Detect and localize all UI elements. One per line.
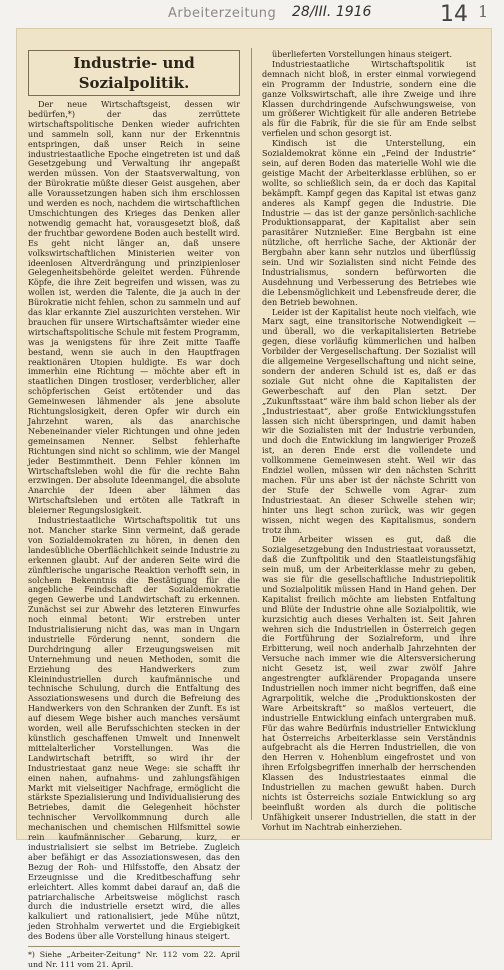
paragraph: Die Arbeiter wissen es gut, daß die Sozialgesetzgebung den Industriestaat voraussetzt, daß die Zunftpolitik und den Staatleistungsfähig sein muß, um der Arbeiterklasse mehr zu geben, was sie für die gesellschaftliche Industriepolitik und Sozialpolitik müssen Hand in Hand gehen. Der Kapitalist freilich möchte am liebsten Entfaltung und Blüte der Industrie ohne alle Sozialpolitik, wie kurzsichtig auch dieses Verhalten ist. Seit Jahren wehren sich die Industriellen in Österreich gegen die Fortführung der Sozialreform, und ihre Erbitterung, weil noch anderhalb Jahrzehnten der Versuche nach immer wie die Altersversicherung nicht Gesetz ist, weil zwar zwölf Jahre angestrengter aufklärender Propaganda unsere Industriellen noch immer nicht begriffen, daß eine Agrarpolitik, welche die „Produktionskosten der Ware Arbeitskraft“ so maßlos verteuert, die industrielle Entwicklung einfach untergraben muß. Für das wahre Bedürfnis industrieller Entwicklung hat Österreichs Arbeiterklasse sein Verständnis aufgebracht als die Herren Industriellen, die von den Herren v. Hohenblum eingefrostet und von ihren Erfolgsbegriffen innerhalb der herrschenden Klassen des Industriestaates einmal die Industriellen zu machen gewußt haben. Durch nichts ist Österreichs soziale Entwicklung so arg beeinflußt worden als durch die politische Unfähigkeit unserer Industriellen, die statt in der Vorhut im Nachtrab einherziehen. [262, 534, 476, 832]
newspaper-stamp: Arbeiterzeitung [168, 6, 277, 21]
paragraph: Der neue Wirtschaftsgeist, dessen wir bedürfen,*) der das zerrüttete wirtschaftspolitische Denken wieder aufrichten und sammeln soll, kann nur der Erkenntnis entspringen, daß unser Reich in seine industriestaatliche Epoche eingetreten ist und daß Gesetzgebung und Verwaltung ihr angepaßt werden müssen. Von der Staatsverwaltung, von der Bürokratie müßte dieser Geist ausgehen, aber alle Voraussetzungen haben sich ihm erschlossen und werden es noch, nachdem die wirtschaftlichen Umschichtungen des Krieges das Denken aller notwendig gemacht hat, vorausgesetzt bloß, daß der fruchtbar gewordene Boden auch bestellt wird. Es geht nicht länger an, daß unsere volkswirtschaftlichen Ministerien weiter von ideenlosen Altverdrängung und prinzipienloser Gelegenheitsbehörde geleitet werden. Führende Köpfe, die ihre Zeit begreifen und wissen, was zu wollen ist, werden die Talente, die ja auch in der Bürokratie nicht fehlen, schon zu sammeln und auf das klar erkannte Ziel auszurichten verstehen. Wir brauchen für unsere Wirtschaftsämter wieder eine wirtschaftspolitische Schule mit festem Programm, was ja wenigstens für ihre Zeit mitte Taaffe bestand, wenn sie auch in den Hauptfragen reaktionären Utopien huldigte. Es war doch immerhin eine Richtung — möchte aber eft in staatlichen Dingen trostloser, verderblicher, aller schöpferischen Geist ertötender und das Gemeinwesen lähmender als jene absolute Richtungslosigkeit, deren Opfer wir durch ein Jahrzehnt waren, als das anarchische Nebeneinander vieler Richtungen und ohne jeden gemeinsamen Nenner. Selbst fehlerhafte Richtungen sind nicht so schlimm, wie der Mangel jeder Bestimmtheit. Denn Fehler können im Wirtschaftsleben wohl die für die rechte Bahn erzwingen. Der absolute Ideenmangel, die absolute Anarchie der Ideen aber lähmen das Wirtschaftsleben und ertöten alle Tatkraft in bleierner Regungslosigkeit. [28, 99, 240, 516]
paragraph: Leider ist der Kapitalist heute noch vielfach, wie Marx sagt, eine transitorische Notwendigkeit — und überall, wo die verkapitalisierten Betriebe gegen, diese vorläufig kümmerlichen und halben Vorbilder der Vergesellschaftung. Der Sozialist will die allgemeine Vergesellschaftung und nicht seine, sondern der anderen Schuld ist es, daß er das soziale Gut nicht ohne die Kapitalisten der Gewerbeschaft auf den Plan setzt. Der „Zukunftsstaat“ wäre ihm bald schon lieber als der „Industriestaat“, aber große Entwicklungsstufen lassen sich nicht überspringen, und damit haben wir die Sozialisten mit der Industrie verbunden, und doch die Entwicklung im langwieriger Prozeß ist, an deren Ende erst die vollendete und vollkommene Gemeinwesen steht. Weil wir das Endziel wollen, müssen wir den nächsten Schritt machen. Für uns aber ist der nächste Schritt von der Stufe der Schwelle vom Agrar- zum Industriestaat. An dieser Schwelle stehen wir; hinter uns liegt schon zurück, was wir gegen wissen, nicht wegen des Kapitalismus, sondern trotz ihm. [262, 306, 476, 535]
handwritten-date: 28/III. 1916 [292, 4, 372, 20]
right-column [262, 50, 476, 833]
pencil-mark: 1 [478, 2, 489, 21]
paragraph: überlieferten Vorstellungen hinaus steigert. [272, 49, 453, 59]
paragraph: Kindisch ist die Unterstellung, ein Sozialdemokrat könne ein „Feind der Industrie“ sein, auf deren Boden das materielle Wohl wie die geistige Macht der Arbeiterklasse erblühen, so er wollte, so schließlich sein, da er doch das Kapital bekämpft. Kampf gegen das Kapital ist etwas ganz anderes als Kampf gegen die Industrie. Die Industrie — das ist der ganze persönlich-sachliche Produktionsapparat, der Kapitalist aber sein parasitärer Nutznießer. Eine Bergbahn ist eine nützliche, oft herrliche Sache, der Aktionär der Bergbahn aber kann sehr nutzlos und überflüssig sein. Und wir Sozialisten sind nicht Feinde des Industrialismus, sondern befürworten die Ausdehnung und Verbesserung des Betriebes wie die Lebensmöglichkeit und Lebensfreude derer, die den Betrieb bewohnen. [262, 138, 476, 307]
paragraph: Industriestaatliche Wirtschaftspolitik tut uns not. Mancher starke Sinn vermeint, daß gerade von Sozialdemokraten zu hören, in denen den landesübliche Oberflächlichkeit seinde Industrie zu erkennen glaubt. Auf der anderen Seite wird die zünftlerische ungarische Reaktion verhofft sein, in solchem Bekenntnis die Bestätigung für die angebliche Feindschaft der Sozialdemokratie gegen Gewerbe und Landwirtschaft zu erkennen. Zunächst sei zur Abwehr des letzteren Einwurfes noch einmal betont: Wir erstreben unter Industrialisierung nicht das, was man in Ungarn industrielle Förderung nennt, sondern die Durchdringung aller Erzeugungsweisen mit Unternehmung und neuen Methoden, somit die Erziehung des Handwerkers zum Kleinindustriellen durch kaufmännische und technische Schulung, durch die Entfaltung des Assoziationswesens und durch die Befreiung des Handwerkers von den Schranken der Zunft. Es ist auf diesem Wege bisher auch manches versäumt worden, weil alle Berufsschichten stecken in der künstlich geschaffenen Umwelt und Innenwelt mittelalterlicher Vorstellungen. Was die Landwirtschaft betrifft, so wird ihr der Industriestaat ganz neue Wege: sie schafft ihr einen nahen, aufnahms- und zahlungsfähigen Markt mit vielseitiger Nachfrage, ermöglicht die stärkste Spezialisierung und Individualisierung des Betriebes, damit die Gelegenheit höchster technischer Vervollkommnung durch alle mechanischen und chemischen Hilfsmittel sowie rein kaufmännischer Gebarung, kurz, er industrialisiert sie selbst im Betriebe. Zugleich aber befähigt er das Assoziationswesen, das den Bezug der Roh- und Hilfsstoffe, den Absatz der Erzeugnisse und die Kreditbeschaffung sehr erleichtert. Alles kommt dabei darauf an, daß die patriarchalische Arbeitsweise möglichst rasch durch die industrielle ersetzt wird, die alles kalkuliert und rationalisiert, jede Mühe nützt, jeden Strohhalm verwertet und die Ergiebigkeit des Bodens über alle Vorstellung hinaus steigert. [28, 515, 240, 942]
handwritten-number: 14 [440, 2, 468, 27]
footnote: *) Siehe „Arbeiter-Zeitung“ Nr. 112 vom 22. April und Nr. 111 vom 21. April. [28, 946, 240, 970]
column-divider [251, 48, 252, 820]
article-title: Industrie- und Sozialpolitik. [28, 50, 240, 96]
paragraph: Industriestaatliche Wirtschaftspolitik ist demnach nicht bloß, in erster einmal vorwiegend ein Programm der Industrie, sondern eine die ganze Volkswirtschaft, alle ihre Zweige und ihre Klassen durchdringende Aufschwungsweise, von um größerer Wichtigkeit für alle anderen Betriebe als für die Fabrik, für die sie für am Ende selbst verfielen und schon gesorgt ist. [262, 58, 476, 139]
left-column [28, 50, 240, 970]
